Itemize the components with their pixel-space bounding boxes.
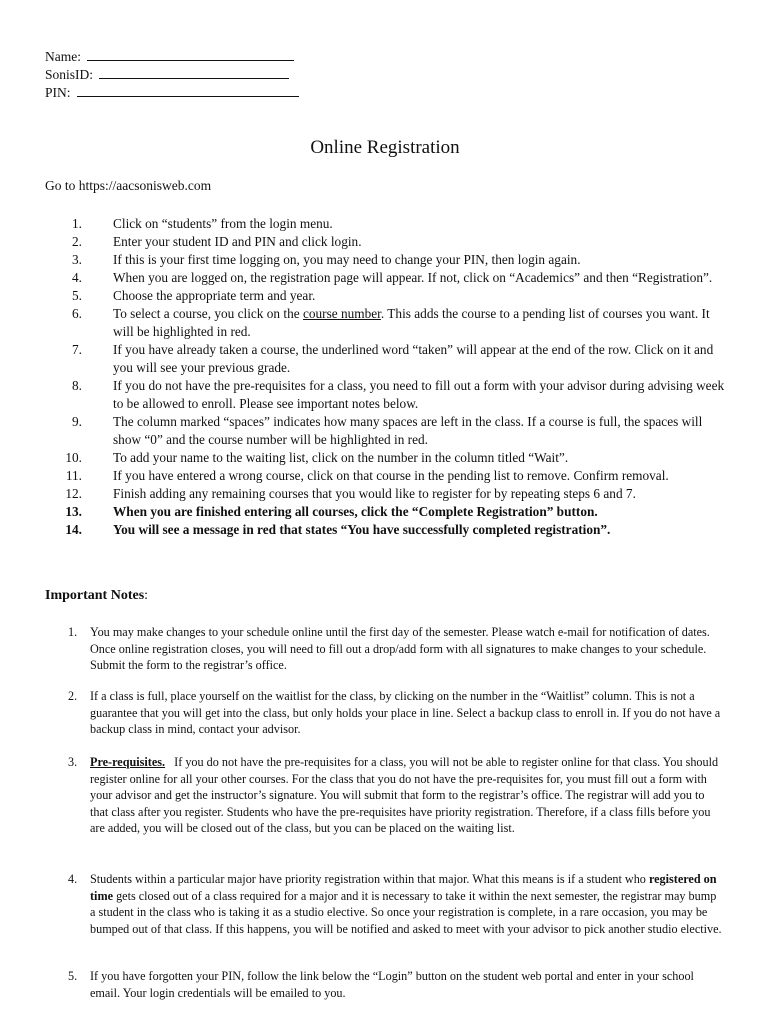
step-text: When you are logged on, the registration page will appear. If not, click on “Academics” and then “Registration”. [113, 270, 713, 285]
step-number: 2. [72, 234, 82, 249]
step-text: When you are finished entering all courses, click the “Complete Registration” button. [113, 504, 598, 519]
name-field [45, 47, 299, 65]
step-text-part: . This adds the course to a pending list of courses you want. It will be highlighted in red. [113, 306, 710, 339]
note-item [68, 624, 723, 674]
pin-label: PIN: [45, 85, 71, 100]
note-text: If you have forgotten your PIN, follow the link below the “Login” button on the student web portal and enter in your school email. Your login credentials will be emailed to you. [90, 969, 694, 1000]
note-text [90, 871, 723, 937]
step-item [45, 269, 725, 287]
step-item [45, 521, 725, 539]
prerequisites-lead-text: Pre-requisites. [90, 755, 166, 769]
note-text: You may make changes to your schedule online until the first day of the semester. Please watch e-mail for notification of dates. Once online registration closes, you will need to fill out a drop/add form with all signatures to make changes to your schedule. Submit the form to the registrar’s office. [90, 625, 710, 672]
step-number: 13. [65, 504, 82, 519]
steps-list [45, 215, 725, 539]
step-text [113, 305, 725, 341]
step-text-part: To select a course, you click on the [113, 306, 303, 321]
note-number: 3. [68, 755, 78, 769]
step-text: Enter your student ID and PIN and click login. [113, 234, 362, 249]
course-number-underlined-text: course number [302, 306, 381, 321]
goto-url-text: Go to https://aacsonisweb.com [45, 178, 212, 193]
note-text: If a class is full, place yourself on the waitlist for the class, by clicking on the number in the “Waitlist” column. This is not a guarantee that you will get into the class, but only holds your place in line. Select a backup class to enroll in. If you do not have a backup class in mind, contact your advisor. [90, 689, 721, 736]
step-item [45, 377, 725, 413]
step-item [45, 503, 725, 521]
step-item [45, 467, 725, 485]
step-number: 11. [65, 468, 82, 483]
note-number: 2. [68, 689, 78, 703]
step-item [45, 215, 725, 233]
note-item [68, 754, 723, 837]
note-number: 5. [68, 969, 78, 983]
step-text: If this is your first time logging on, you may need to change your PIN, then login again. [113, 252, 581, 267]
note-text [90, 754, 723, 837]
step-text: Choose the appropriate term and year. [113, 288, 316, 303]
step-text: To add your name to the waiting list, click on the number in the column titled “Wait”. [113, 450, 569, 465]
note-text-part: gets closed out of a class required for a major and it is necessary to take it within the next semester, the registrar may bump a student in the class who is taking it as a studio elective. So once your registration is complete, in a rare occasion, you may be bumped out of that class. If this happens, you will be notified and asked to meet with your advisor to pick another studio elective. [90, 888, 722, 936]
step-item [45, 341, 725, 377]
step-number: 12. [65, 486, 82, 501]
pin-field [45, 83, 299, 101]
important-notes-heading [45, 588, 148, 604]
note-text-part: Students within a particular major have priority registration within that major. What this means is if a student who [90, 872, 649, 886]
step-number: 6. [72, 306, 82, 321]
step-number: 5. [72, 288, 82, 303]
name-label: Name: [45, 49, 81, 64]
step-text: Finish adding any remaining courses that you would like to register for by repeating steps 6 and 7. [113, 486, 636, 501]
notes-heading-text: Important Notes [45, 588, 145, 603]
step-text: You will see a message in red that states “You have successfully completed registration”. [113, 522, 611, 537]
step-item [45, 413, 725, 449]
notes-heading-colon: : [144, 588, 149, 603]
note-item [68, 968, 723, 1001]
step-number: 7. [72, 342, 82, 357]
note-number: 4. [68, 872, 78, 886]
step-item [45, 449, 725, 467]
registered-on-time-bold-text: registered on time [90, 872, 717, 903]
step-number: 14. [65, 522, 82, 537]
name-blank-line [87, 47, 294, 61]
step-text: If you do not have the pre-requisites for a class, you need to fill out a form with your advisor during advising week to be allowed to enroll. Please see important notes below. [113, 378, 725, 411]
step-number: 4. [72, 270, 82, 285]
step-text: If you have already taken a course, the underlined word “taken” will appear at the end of the row. Click on it and you will see your previous grade. [113, 342, 714, 375]
step-number: 8. [72, 378, 82, 393]
step-text: Click on “students” from the login menu. [113, 216, 333, 231]
sonisid-field [45, 65, 299, 83]
step-item [45, 485, 725, 503]
step-number: 1. [72, 216, 82, 231]
step-text: If you have entered a wrong course, click on that course in the pending list to remove. Confirm removal. [113, 468, 669, 483]
step-item [45, 305, 725, 341]
step-text: The column marked “spaces” indicates how many spaces are left in the class. If a course is full, the spaces will show “0” and the course number will be highlighted in red. [113, 414, 703, 447]
step-number: 3. [72, 252, 82, 267]
step-item [45, 287, 725, 305]
sonisid-blank-line [99, 65, 289, 79]
step-number: 10. [65, 450, 82, 465]
note-text-part: If you do not have the pre-requisites for a class, you will not be able to register online for that class. You should register online for all your other courses. For the class that you do not have the pre-requisites for, you must fill out a form with your advisor and get the instructor’s signature. You will submit that form to the registrar’s office. The registrar will add you to that class after you register. Students who have the pre-requisites have priority registration. Therefore, if a class fills before you are added, you will be closed out of the class, but you can be placed on the waiting list. [90, 755, 719, 835]
note-item [68, 688, 723, 738]
note-item [68, 871, 723, 937]
student-info-fields [45, 47, 299, 101]
sonisid-label: SonisID: [45, 67, 94, 82]
step-item [45, 233, 725, 251]
step-number: 9. [72, 414, 82, 429]
step-item [45, 251, 725, 269]
pin-blank-line [77, 83, 299, 97]
page-title: Online Registration [310, 137, 460, 158]
note-number: 1. [68, 625, 78, 639]
